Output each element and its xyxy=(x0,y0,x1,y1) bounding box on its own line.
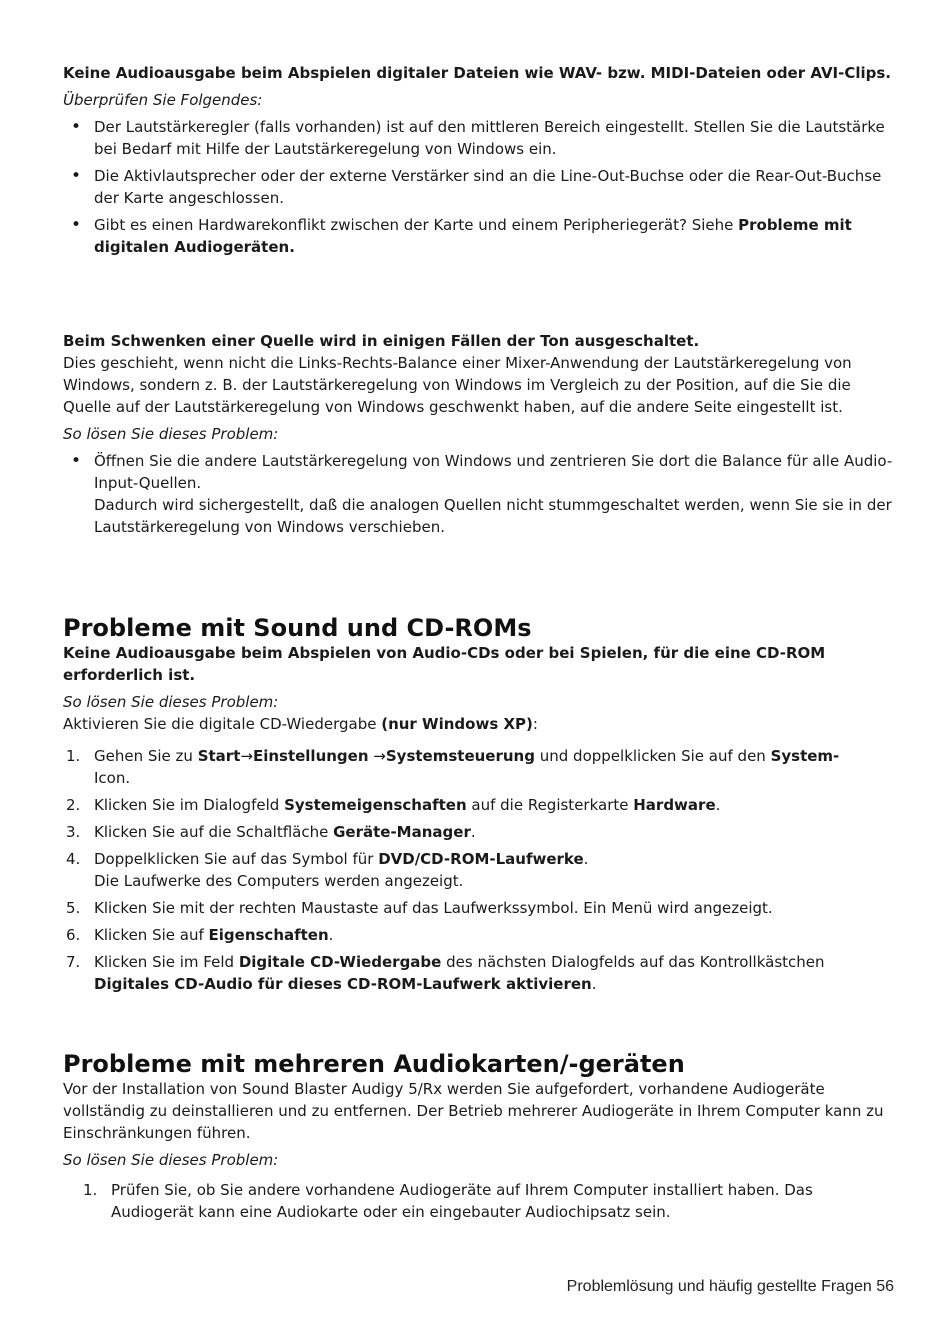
activate-bold: (nur Windows XP) xyxy=(381,715,533,733)
step-item xyxy=(63,745,895,789)
step-note: Die Laufwerke des Computers werden angezeigt. xyxy=(94,872,464,890)
section-no-audio-digital xyxy=(63,62,895,263)
step-text: . xyxy=(328,926,334,944)
arrow-icon: → xyxy=(368,747,386,765)
step-text: Klicken Sie auf xyxy=(94,926,209,944)
list-item: • Der Lautstärkeregler (falls vorhanden) ist auf den mittleren Bereich eingestellt. Stellen Sie die Lautstärke bei Bedarf mit Hilfe der Lautstärkeregelung von Windows ein. xyxy=(63,116,895,160)
section-heading: Keine Audioausgabe beim Abspielen digitaler Dateien wie WAV- bzw. MIDI-Dateien oder AVI-Clips. xyxy=(63,64,892,82)
step-text: . xyxy=(591,975,597,993)
step-text: Klicken Sie im Feld xyxy=(94,953,239,971)
step-number: 7. xyxy=(66,953,81,971)
section-title: Probleme mit Sound und CD-ROMs xyxy=(63,614,532,642)
solve-intro: So lösen Sie dieses Problem: xyxy=(63,693,279,711)
section-body: Dies geschieht, wenn nicht die Links-Rechts-Balance einer Mixer-Anwendung der Lautstärkeregelung von Windows, sondern z. B. der Lautstärkeregelung von Windows im Vergleich zu der Position, auf die Sie die Quelle auf der Lautstärkeregelung von Windows geschwenkt haben, auf die andere Seite eingestellt ist. xyxy=(63,354,852,416)
step-text: . xyxy=(715,796,721,814)
step-item xyxy=(63,951,895,995)
section-pan-source xyxy=(63,330,895,543)
activate-line xyxy=(63,713,895,735)
step-text: Klicken Sie mit der rechten Maustaste auf das Laufwerkssymbol. Ein Menü wird angezeigt. xyxy=(94,899,773,917)
step-text: Klicken Sie im Dialogfeld xyxy=(94,796,285,814)
step-item xyxy=(63,821,895,843)
step-item xyxy=(63,794,895,816)
ui-term: Systemeigenschaften xyxy=(284,796,467,814)
section-heading: Beim Schwenken einer Quelle wird in einigen Fällen der Ton ausgeschaltet. xyxy=(63,332,700,350)
ui-term: DVD/CD-ROM-Laufwerke xyxy=(378,850,584,868)
list-item-text: Öffnen Sie die andere Lautstärkeregelung von Windows und zentrieren Sie dort die Balance für alle Audio-Input-Quellen. xyxy=(94,452,893,492)
section-title: Probleme mit mehreren Audiokarten/-geräten xyxy=(63,1050,685,1078)
list-item xyxy=(63,214,895,258)
arrow-icon: → xyxy=(240,747,253,765)
step-text: Doppelklicken Sie auf das Symbol für xyxy=(94,850,379,868)
step-text: . xyxy=(470,823,476,841)
step-text: des nächsten Dialogfelds auf das Kontrollkästchen xyxy=(441,953,825,971)
solve-intro: So lösen Sie dieses Problem: xyxy=(63,425,279,443)
list-item: • Die Aktivlautsprecher oder der externe Verstärker sind an die Line-Out-Buchse oder die Rear-Out-Buchse der Karte angeschlossen. xyxy=(63,165,895,209)
step-item xyxy=(63,924,895,946)
menu-path: Start xyxy=(197,747,241,765)
list-item xyxy=(63,450,895,538)
list-item-note: Dadurch wird sichergestellt, daß die analogen Quellen nicht stummgeschaltet werden, wenn Sie sie in der Lautstärkeregelung von Windows verschieben. xyxy=(94,496,892,536)
step-number: 3. xyxy=(66,823,81,841)
step-number: 1. xyxy=(66,747,81,765)
section-body: Vor der Installation von Sound Blaster Audigy 5/Rx werden Sie aufgefordert, vorhandene Audiogeräte vollständig zu deinstallieren und zu entfernen. Der Betrieb mehrerer Audiogeräte in Ihrem Computer kann zu Einschränkungen führen. xyxy=(63,1080,884,1142)
step-text: Gehen Sie zu xyxy=(94,747,198,765)
step-text: und doppelklicken Sie auf den xyxy=(534,747,771,765)
section-sound-cdrom xyxy=(63,614,895,1000)
solution-list xyxy=(63,450,895,538)
ui-term: Digitales CD-Audio für dieses CD-ROM-Laufwerk aktivieren xyxy=(94,975,592,993)
ui-term: Eigenschaften xyxy=(208,926,329,944)
step-item xyxy=(63,897,895,919)
step-list xyxy=(63,745,895,995)
step-text: auf die Registerkarte xyxy=(466,796,634,814)
menu-path: Systemsteuerung xyxy=(385,747,535,765)
menu-path: System- xyxy=(770,747,840,765)
step-list xyxy=(63,1179,895,1223)
menu-path: Einstellungen xyxy=(252,747,369,765)
step-text: . xyxy=(583,850,589,868)
ui-term: Digitale CD-Wiedergabe xyxy=(238,953,442,971)
activate-text: Aktivieren Sie die digitale CD-Wiedergabe xyxy=(63,715,382,733)
step-number: 2. xyxy=(66,796,81,814)
step-number: 1. xyxy=(83,1181,98,1199)
list-item-text: Gibt es einen Hardwarekonflikt zwischen der Karte und einem Peripheriegerät? Siehe xyxy=(94,216,739,234)
page-footer: Problemlösung und häufig gestellte Fragen 56 xyxy=(566,1278,894,1295)
step-item xyxy=(63,848,895,892)
section-multiple-audio xyxy=(63,1050,895,1228)
step-number: 6. xyxy=(66,926,81,944)
ui-term: Geräte-Manager xyxy=(333,823,471,841)
check-intro: Überprüfen Sie Folgendes: xyxy=(63,91,263,109)
step-number: 4. xyxy=(66,850,81,868)
check-list xyxy=(63,116,895,258)
section-subheading: Keine Audioausgabe beim Abspielen von Audio-CDs oder bei Spielen, für die eine CD-ROM erforderlich ist. xyxy=(63,644,826,684)
activate-end: : xyxy=(532,715,538,733)
step-text: Klicken Sie auf die Schaltfläche xyxy=(94,823,334,841)
step-item xyxy=(80,1179,895,1223)
step-number: 5. xyxy=(66,899,81,917)
ui-term: Hardware xyxy=(633,796,716,814)
solve-intro: So lösen Sie dieses Problem: xyxy=(63,1151,279,1169)
step-text: Icon. xyxy=(94,769,131,787)
cross-reference: Probleme mit digitalen Audiogeräten. xyxy=(94,216,852,256)
step-text: Prüfen Sie, ob Sie andere vorhandene Audiogeräte auf Ihrem Computer installiert haben. Das Audiogerät kann eine Audiokarte oder ein eingebauter Audiochipsatz sein. xyxy=(111,1181,813,1221)
